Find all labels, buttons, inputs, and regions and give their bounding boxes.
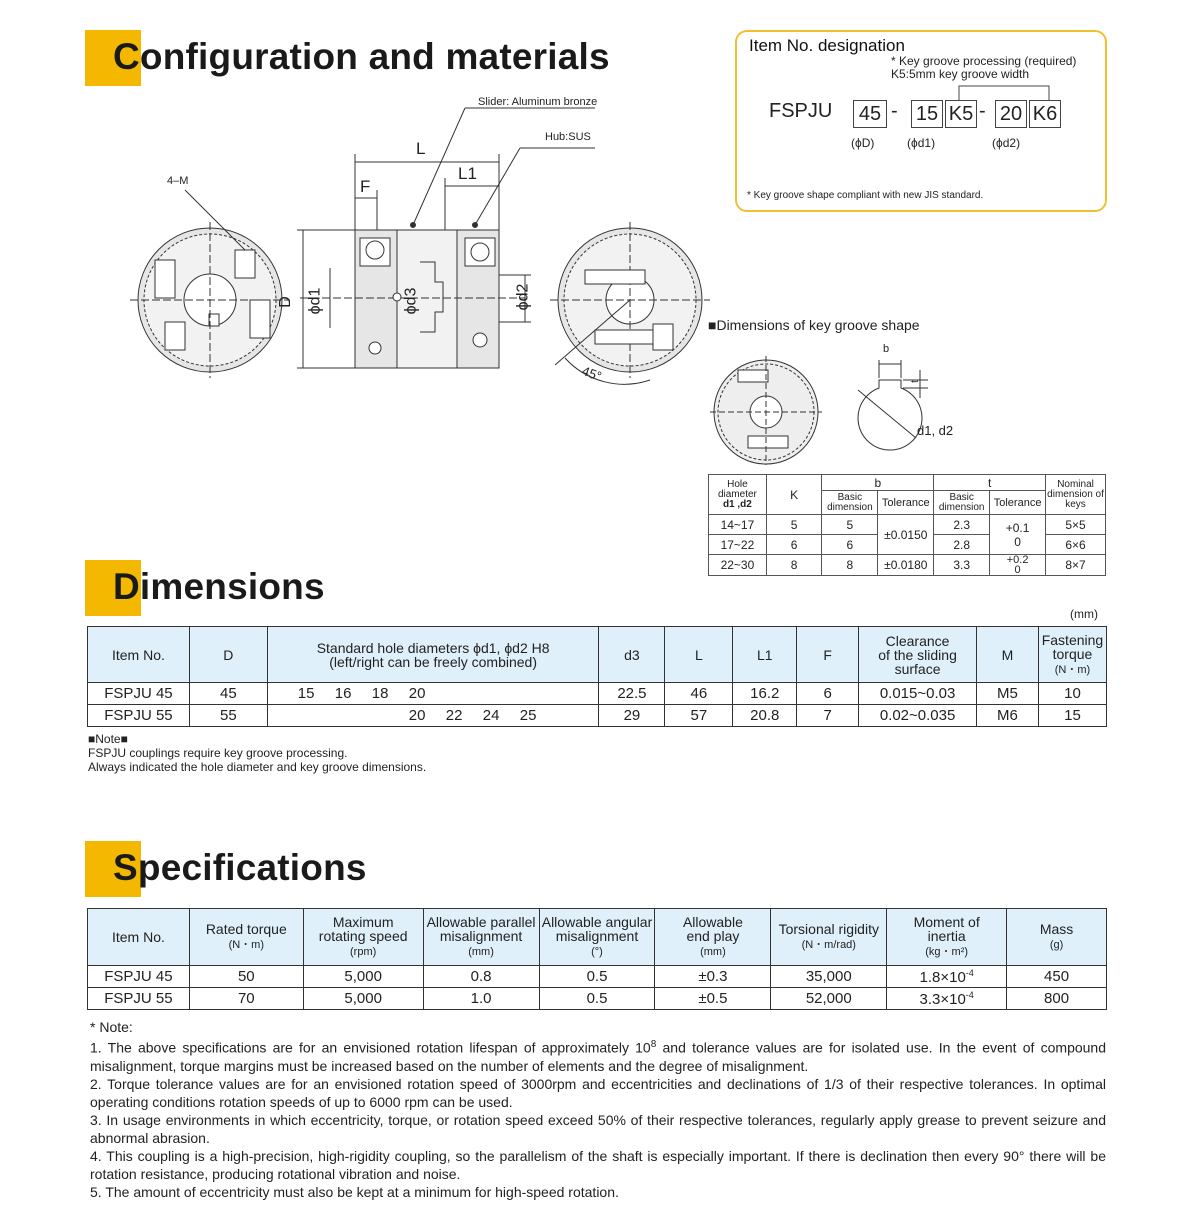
label-d3: ϕd3: [402, 287, 420, 315]
specifications-notes: [90, 1018, 1106, 1201]
dim-h-L1: L1: [733, 627, 797, 683]
kg-h-K: K: [766, 475, 822, 515]
note-title: ■Note■: [88, 732, 128, 746]
label-L1: L1: [458, 164, 477, 183]
heading-rest: imensions: [139, 566, 325, 607]
table-row: FSPJU 45 50 5,000 0.8 0.5 ±0.3 35,000 $1.8\times 10^{-4}$ 450: [88, 966, 1107, 988]
bracket-line: [957, 80, 1057, 102]
code-part-k2: K6: [1029, 100, 1061, 128]
dim-h-fastening: Fastening torque (N・m): [1038, 627, 1106, 683]
note-line-2: Always indicated the hole diameter and key groove dimensions.: [88, 760, 427, 774]
table-row: FSPJU 45 45 15 16 18 20 22.5 46 16.2 6 0.015~0.03 M5 10: [88, 683, 1107, 705]
spec-note-2: 2. Torque tolerance values are for an envisioned rotation speed of 3000rpm and eccentricities and declinations of 1/3 of their respective tolerances. In optimal operating conditions rotation speeds of up to 6000 rpm can be used.: [90, 1075, 1106, 1110]
label-D: D: [276, 296, 294, 308]
dim-h-item: Item No.: [88, 627, 190, 683]
keygroove-t-label: t: [909, 380, 921, 383]
designation-note-2: K5:5mm key groove width: [891, 67, 1030, 81]
dimensions-notes: [88, 732, 426, 774]
note-line-1: FSPJU couplings require key groove processing.: [88, 746, 348, 760]
kg-h-b: b: [822, 475, 934, 491]
spec-note-5: 5. The amount of eccentricity must also be kept at a minimum for high-speed rotation.: [90, 1183, 619, 1200]
keygroove-table: [708, 474, 1106, 576]
dim-h-holes: Standard hole diameters ϕd1, ϕd2 H8 (left/right can be freely combined): [267, 627, 599, 683]
code-dash-2: -: [979, 100, 986, 122]
spec-h-maxrot: Maximum rotating speed (rpm): [303, 909, 423, 966]
spec-note-1: 1. The above specifications are for an envisioned rotation lifespan of approximately $10^8$ and tolerance values are for isolated use. In the event of compound misalignment, torque margins must be increased based on the number of elements and the degree of misalignment.: [90, 1039, 1107, 1074]
kg-h-t-basic: Basic dimension: [934, 491, 990, 515]
spec-h-parallel: Allowable parallel misalignment (mm): [423, 909, 539, 966]
dimensions-unit: (mm): [1070, 607, 1098, 621]
right-end-view: [550, 222, 710, 384]
kg-h-hole: Hole diameter d1 ,d2: [709, 475, 767, 515]
heading-first-letter: S: [113, 847, 138, 888]
designation-title: Item No. designation: [749, 36, 905, 55]
dimensions-table: [87, 626, 1107, 727]
code-part-d1: 15: [911, 100, 943, 128]
designation-note-1: * Key groove processing (required): [891, 54, 1077, 68]
item-designation-box: [735, 30, 1107, 212]
heading-rest: onfiguration and materials: [139, 36, 610, 77]
keygroove-title: ■Dimensions of key groove shape: [708, 317, 920, 333]
dim-h-D: D: [189, 627, 267, 683]
code-dash-1: -: [891, 100, 898, 122]
kg-h-b-basic: Basic dimension: [822, 491, 878, 515]
kg-h-t: t: [934, 475, 1046, 491]
dim-h-F: F: [797, 627, 859, 683]
kg-h-t-tol: Tolerance: [990, 491, 1046, 515]
code-part-d2: 20: [995, 100, 1027, 128]
label-angle: 45°: [580, 363, 604, 384]
code-prefix: FSPJU: [769, 100, 833, 122]
spec-h-item: Item No.: [88, 909, 190, 966]
specifications-table: [87, 908, 1107, 1010]
dim-h-M: M: [977, 627, 1039, 683]
spec-note-3: 3. In usage environments in which eccentricity, torque, or rotation speed exceed 50% of their respective tolerances, regularly apply grease to prevent seizure and abnormal abrasion.: [90, 1111, 1106, 1146]
kg-h-b-tol: Tolerance: [878, 491, 934, 515]
code-sub-d1: (ϕd1): [907, 136, 936, 150]
label-d1: ϕd1: [306, 287, 324, 315]
table-row: 17~22 6 6 2.8 6×6: [709, 535, 1106, 555]
kg-h-nominal: Nominal dimension of keys: [1046, 475, 1106, 515]
spec-notes-title: * Note:: [90, 1019, 133, 1035]
spec-h-torsional: Torsional rigidity (N・m/rad): [771, 909, 887, 966]
designation-footnote: * Key groove shape compliant with new JIS standard.: [747, 190, 984, 201]
heading-first-letter: D: [113, 566, 140, 607]
heading-rest: pecifications: [137, 847, 367, 888]
label-L: L: [416, 139, 426, 158]
keygroove-drawing: [708, 340, 968, 465]
spec-note-4: 4. This coupling is a high-precision, high-rigidity coupling, so the parallelism of the shaft is especially important. If there is declination then every 90° there will be rotation resistance, producing rotational vibration and noise.: [90, 1147, 1106, 1182]
hub-label: Hub:SUS: [545, 131, 591, 143]
code-sub-D: (ϕD): [851, 136, 875, 150]
label-4M: 4–M: [167, 175, 189, 187]
code-part-k1: K5: [945, 100, 977, 128]
table-row: FSPJU 55 70 5,000 1.0 0.5 ±0.5 52,000 $3.3\times 10^{-4}$ 800: [88, 988, 1107, 1010]
spec-h-angular: Allowable angular misalignment (°): [539, 909, 655, 966]
label-d2: ϕd2: [514, 283, 532, 311]
spec-h-inertia: Moment of inertia (kg・m²): [887, 909, 1007, 966]
table-row: 22~30 8 8 ±0.0180 3.3 +0.2 0 8×7: [709, 555, 1106, 576]
table-row: FSPJU 55 55 20 22 24 25 29 57 20.8 7 0.02~0.035 M6 15: [88, 705, 1107, 727]
spec-h-rated: Rated torque (N・m): [189, 909, 303, 966]
dim-h-d3: d3: [599, 627, 665, 683]
dim-h-clearance: Clearance of the sliding surface: [859, 627, 977, 683]
code-sub-d2: (ϕd2): [992, 136, 1021, 150]
label-F: F: [360, 177, 371, 196]
spec-h-mass: Mass (g): [1007, 909, 1107, 966]
heading-first-letter: C: [113, 36, 140, 77]
keygroove-b-label: b: [883, 343, 890, 355]
left-end-view: [130, 190, 290, 378]
code-part-D: 45: [853, 100, 887, 128]
side-view: [297, 108, 595, 368]
slider-label: Slider: Aluminum bronze: [478, 96, 598, 108]
coupling-drawing: [125, 90, 715, 400]
spec-h-endplay: Allowable end play (mm): [655, 909, 771, 966]
dim-h-L: L: [665, 627, 733, 683]
table-row: 14~17 5 5 ±0.0150 2.3 +0.1 0 5×5: [709, 515, 1106, 535]
keygroove-d-label: d1, d2: [917, 423, 954, 438]
